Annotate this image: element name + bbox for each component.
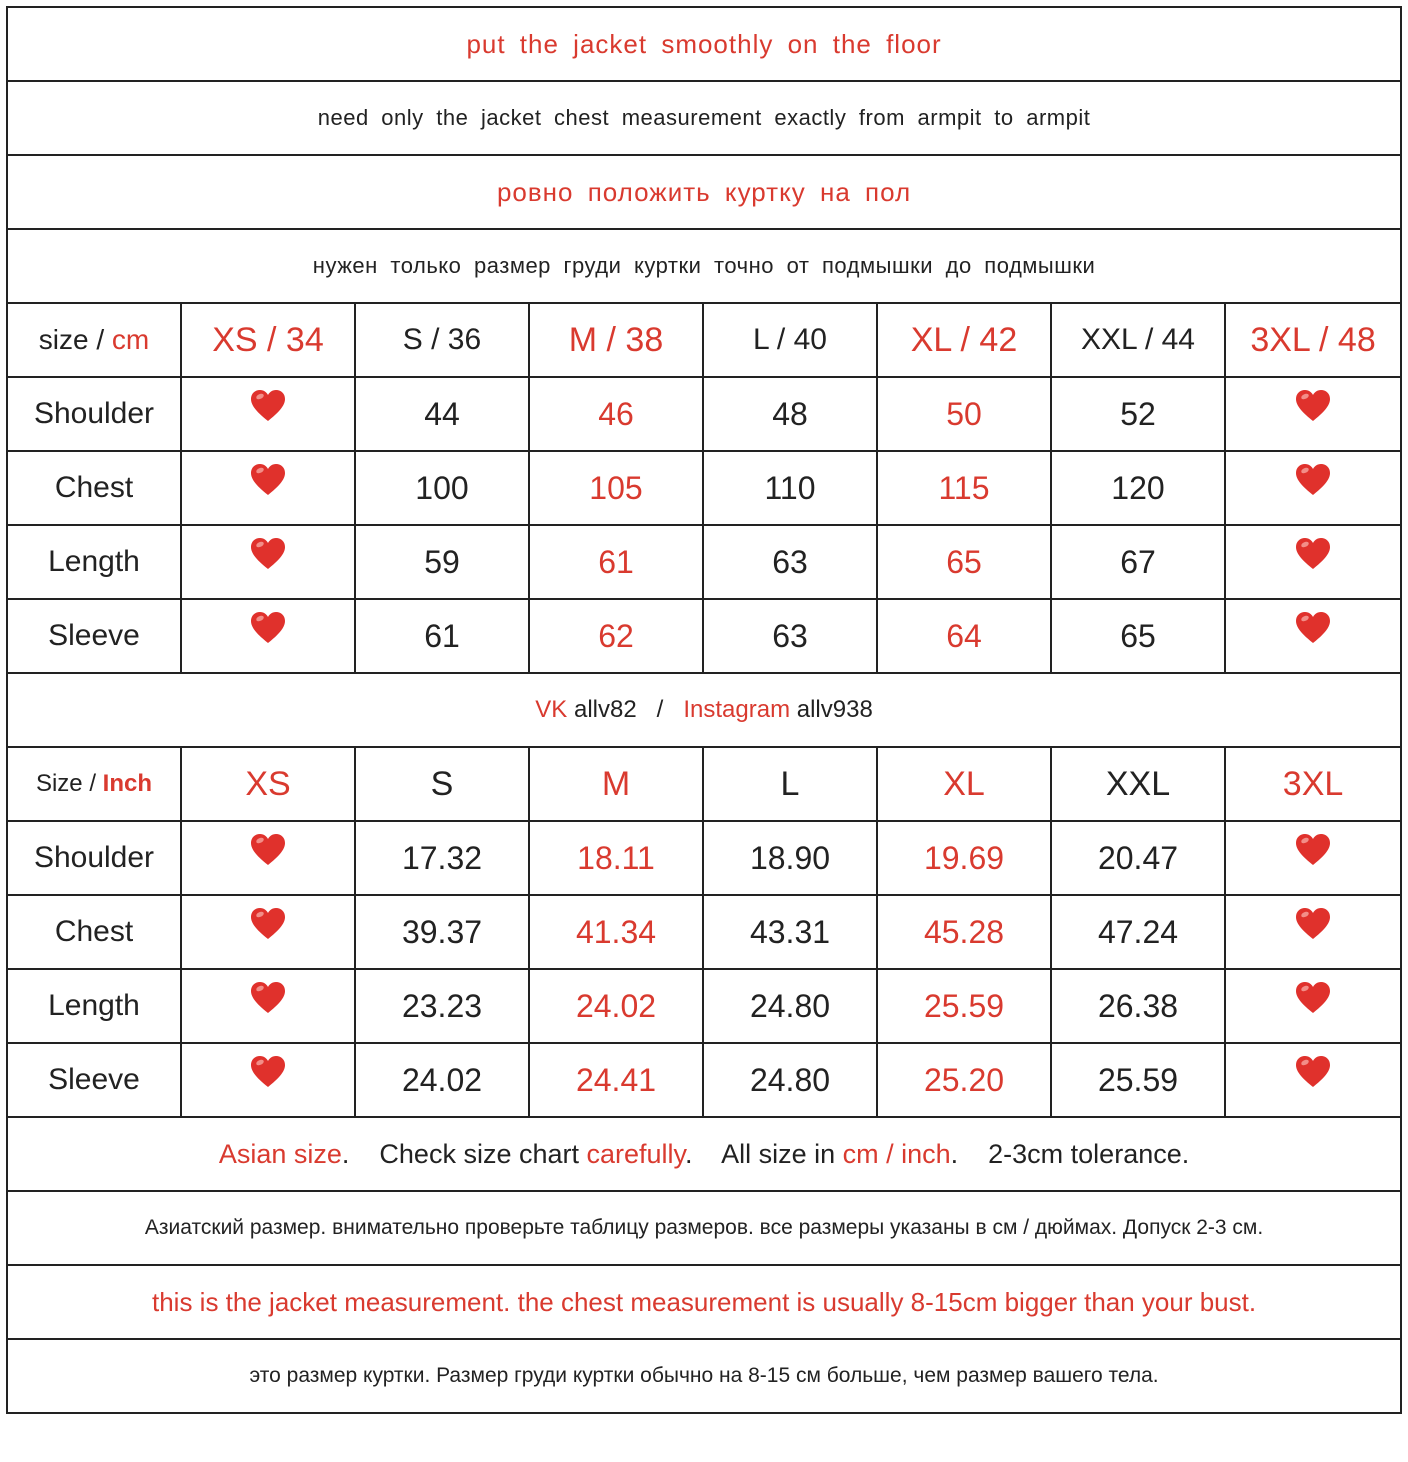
size-chart-sheet [6,6,1400,1414]
instagram-label: Instagram [683,696,791,723]
social-separator: / [636,696,684,723]
inch-size-xs: XS [181,747,355,821]
inch-header-row [7,747,1401,821]
inch-size-3xl: 3XL [1225,747,1401,821]
heart-icon [250,1061,286,1095]
row-label: Sleeve [7,599,181,673]
measurement-value: 47.24 [1051,895,1225,969]
corner-unit: Inch [102,770,153,797]
row-label: Chest [7,451,181,525]
heart-icon [1295,913,1331,947]
measurement-value: 24.02 [529,969,703,1043]
measurement-value: 64 [877,599,1051,673]
row-label: Length [7,525,181,599]
asian-size-text: Asian size [218,1138,342,1169]
size-cell-unavailable [181,525,355,599]
measurement-value: 105 [529,451,703,525]
row-label: Length [7,969,181,1043]
measure-note-ru: нужен только размер груди куртки точно от подмышки до подмышки [7,229,1401,303]
cm-size-xxl: XXL / 44 [1051,303,1225,377]
cm-row-shoulder [7,377,1401,451]
social-cell [7,673,1401,747]
size-cell-unavailable [181,599,355,673]
inch-size-xxl: XXL [1051,747,1225,821]
measurement-value: 45.28 [877,895,1051,969]
cm-row-sleeve [7,599,1401,673]
measurement-value: 19.69 [877,821,1051,895]
measurement-value: 50 [877,377,1051,451]
measurement-value: 100 [355,451,529,525]
heart-icon [1295,617,1331,651]
size-cell-unavailable [181,1043,355,1117]
measurement-value: 26.38 [1051,969,1225,1043]
measurement-value: 43.31 [703,895,877,969]
measurement-value: 115 [877,451,1051,525]
heart-icon [1295,839,1331,873]
units-text: cm / inch [842,1138,951,1169]
measurement-value: 63 [703,525,877,599]
note-row [7,1339,1401,1413]
measurement-value: 24.41 [529,1043,703,1117]
measurement-value: 63 [703,599,877,673]
corner-label: size [38,324,89,355]
banner-row [7,229,1401,303]
heart-icon [1295,469,1331,503]
inch-row-sleeve [7,1043,1401,1117]
measure-note-en: need only the jacket chest measurement exactly from armpit to armpit [7,81,1401,155]
inch-row-length [7,969,1401,1043]
instruction-en: put the jacket smoothly on the floor [7,7,1401,81]
heart-icon [250,617,286,651]
size-cell-unavailable [1225,895,1401,969]
heart-icon [250,469,286,503]
cm-corner-cell [7,303,181,377]
measurement-value: 24.80 [703,1043,877,1117]
note-text: . 2-3cm tolerance. [950,1138,1190,1169]
measurement-value: 61 [529,525,703,599]
measurement-value: 62 [529,599,703,673]
size-cell-unavailable [181,969,355,1043]
note-row [7,1191,1401,1265]
cm-row-length [7,525,1401,599]
size-cell-unavailable [1225,821,1401,895]
carefully-text: carefully [586,1138,686,1169]
heart-icon [1295,395,1331,429]
heart-icon [1295,543,1331,577]
measurement-value: 48 [703,377,877,451]
jacket-measurement-note-en: this is the jacket measurement. the chest measurement is usually 8-15cm bigger than your bust. [7,1265,1401,1339]
inch-size-s: S [355,747,529,821]
cm-header-row [7,303,1401,377]
row-label: Chest [7,895,181,969]
size-cell-unavailable [1225,969,1401,1043]
heart-icon [250,913,286,947]
heart-icon [250,543,286,577]
instruction-ru: ровно положить куртку на пол [7,155,1401,229]
corner-sep: / [88,324,112,355]
measurement-value: 23.23 [355,969,529,1043]
measurement-value: 61 [355,599,529,673]
cm-size-xl: XL / 42 [877,303,1051,377]
measurement-value: 110 [703,451,877,525]
measurement-value: 46 [529,377,703,451]
size-cell-unavailable [181,451,355,525]
row-label: Shoulder [7,821,181,895]
corner-sep: / [82,770,103,797]
heart-icon [250,839,286,873]
inch-size-xl: XL [877,747,1051,821]
note-row [7,1117,1401,1191]
heart-icon [250,395,286,429]
measurement-value: 25.59 [1051,1043,1225,1117]
note-text: . Check size chart [341,1138,587,1169]
cm-size-l: L / 40 [703,303,877,377]
jacket-measurement-note-ru: это размер куртки. Размер груди куртки обычно на 8-15 см больше, чем размер вашего тела. [7,1339,1401,1413]
measurement-value: 18.11 [529,821,703,895]
size-cell-unavailable [1225,451,1401,525]
size-cell-unavailable [181,377,355,451]
cm-size-m: M / 38 [529,303,703,377]
note-row [7,1265,1401,1339]
measurement-value: 52 [1051,377,1225,451]
measurement-value: 25.59 [877,969,1051,1043]
heart-icon [1295,1061,1331,1095]
size-cell-unavailable [1225,599,1401,673]
inch-size-m: M [529,747,703,821]
size-cell-unavailable [1225,377,1401,451]
row-label: Shoulder [7,377,181,451]
measurement-value: 24.02 [355,1043,529,1117]
banner-row [7,81,1401,155]
measurement-value: 25.20 [877,1043,1051,1117]
size-cell-unavailable [181,895,355,969]
measurement-value: 20.47 [1051,821,1225,895]
measurement-value: 44 [355,377,529,451]
vk-handle: allv82 [567,696,637,723]
heart-icon [1295,987,1331,1021]
banner-row [7,7,1401,81]
size-note-en [7,1117,1401,1191]
size-cell-unavailable [1225,1043,1401,1117]
cm-size-xs: XS / 34 [181,303,355,377]
measurement-value: 65 [1051,599,1225,673]
social-row [7,673,1401,747]
size-note-ru: Азиатский размер. внимательно проверьте таблицу размеров. все размеры указаны в см / дюймах. Допуск 2-3 см. [7,1191,1401,1265]
measurement-value: 41.34 [529,895,703,969]
measurement-value: 120 [1051,451,1225,525]
measurement-value: 18.90 [703,821,877,895]
measurement-value: 24.80 [703,969,877,1043]
banner-row [7,155,1401,229]
inch-corner-cell [7,747,181,821]
corner-label: Size [35,770,83,797]
inch-size-l: L [703,747,877,821]
inch-row-chest [7,895,1401,969]
note-text: . All size in [685,1138,843,1169]
measurement-value: 39.37 [355,895,529,969]
cm-size-s: S / 36 [355,303,529,377]
inch-row-shoulder [7,821,1401,895]
row-label: Sleeve [7,1043,181,1117]
vk-label: VK [535,696,568,723]
size-cell-unavailable [181,821,355,895]
measurement-value: 65 [877,525,1051,599]
cm-row-chest [7,451,1401,525]
measurement-value: 17.32 [355,821,529,895]
corner-unit: cm [111,324,150,355]
heart-icon [250,987,286,1021]
instagram-handle: allv938 [790,696,873,723]
size-cell-unavailable [1225,525,1401,599]
size-chart-table [6,6,1402,1414]
cm-size-3xl: 3XL / 48 [1225,303,1401,377]
measurement-value: 67 [1051,525,1225,599]
measurement-value: 59 [355,525,529,599]
